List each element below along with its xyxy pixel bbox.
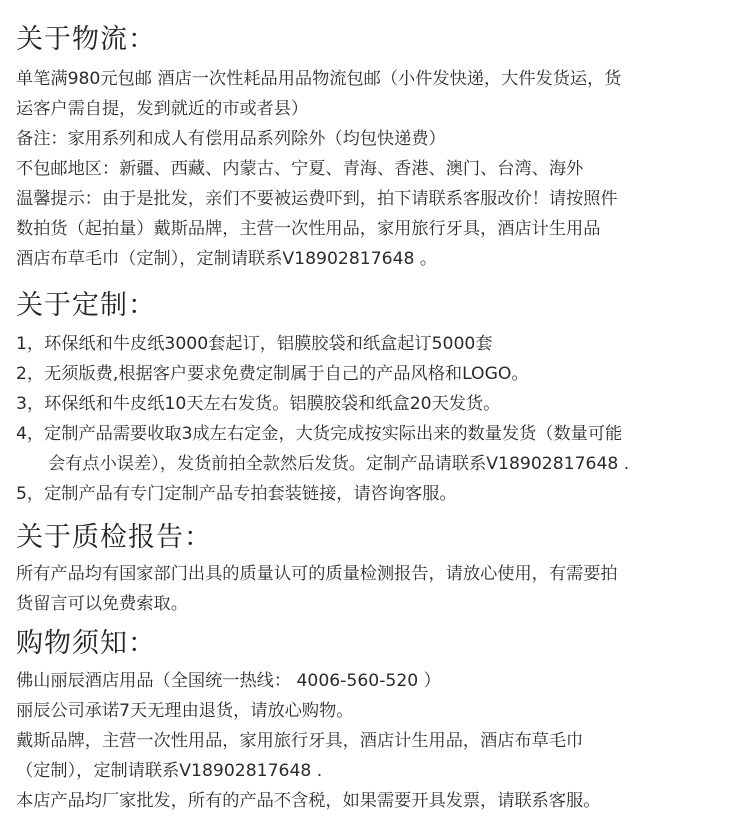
custom-line: 5，定制产品有专门定制产品专拍套装链接，请咨询客服。	[16, 484, 457, 504]
custom-line: 3，环保纸和牛皮纸10天左右发货。铝膜胶袋和纸盒20天发货。	[16, 394, 501, 414]
logistics-line: 运客户需自提，发到就近的市或者县）	[16, 99, 309, 119]
shopping-line: 丽辰公司承诺7天无理由退货，请放心购物。	[16, 701, 354, 721]
logistics-line: 备注：家用系列和成人有偿用品系列除外（均包快递费）	[16, 129, 446, 149]
custom-line: 1，环保纸和牛皮纸3000套起订，铝膜胶袋和纸盒起订5000套	[16, 334, 493, 354]
custom-line: 2，无须版费,根据客户要求免费定制属于自己的产品风格和LOGO。	[16, 364, 529, 384]
logistics-line: 酒店布草毛巾（定制），定制请联系V18902817648 。	[16, 249, 438, 269]
quality-section	[16, 518, 736, 619]
logistics-line: 数拍货（起拍量）戴斯品牌，主营一次性用品，家用旅行牙具，酒店计生用品	[16, 219, 601, 239]
custom-section	[16, 286, 736, 509]
shopping-section	[16, 624, 736, 816]
shopping-line: （定制），定制请联系V18902817648 .	[16, 761, 323, 781]
logistics-line: 单笔满980元包邮 酒店一次性耗品用品物流包邮（小件发快递，大件发货运，货	[16, 69, 622, 89]
shopping-line: 佛山丽辰酒店用品（全国统一热线： 4006-560-520 ）	[16, 671, 441, 691]
custom-heading: 关于定制：	[16, 290, 156, 321]
logistics-line: 温馨提示：由于是批发，亲们不要被运费吓到，拍下请联系客服改价！请按照件	[16, 189, 618, 209]
quality-line: 所有产品均有国家部门出具的质量认可的质量检测报告，请放心使用，有需要拍	[16, 564, 618, 584]
quality-heading: 关于质检报告：	[16, 522, 212, 553]
logistics-heading: 关于物流：	[16, 24, 156, 55]
logistics-line: 不包邮地区：新疆、西藏、内蒙古、宁夏、青海、香港、澳门、台湾、海外	[16, 159, 584, 179]
logistics-section	[16, 20, 736, 274]
custom-line: 4，定制产品需要收取3成左右定金，大货完成按实际出来的数量发货（数量可能	[16, 424, 623, 444]
quality-line: 货留言可以免费索取。	[16, 594, 188, 614]
shopping-line: 本店产品均厂家批发，所有的产品不含税，如果需要开具发票，请联系客服。	[16, 791, 601, 811]
custom-line: 会有点小误差），发货前拍全款然后发货。定制产品请联系V18902817648 .	[48, 454, 630, 474]
shopping-heading: 购物须知：	[16, 628, 156, 659]
shopping-line: 戴斯品牌，主营一次性用品，家用旅行牙具，酒店计生用品，酒店布草毛巾	[16, 731, 584, 751]
